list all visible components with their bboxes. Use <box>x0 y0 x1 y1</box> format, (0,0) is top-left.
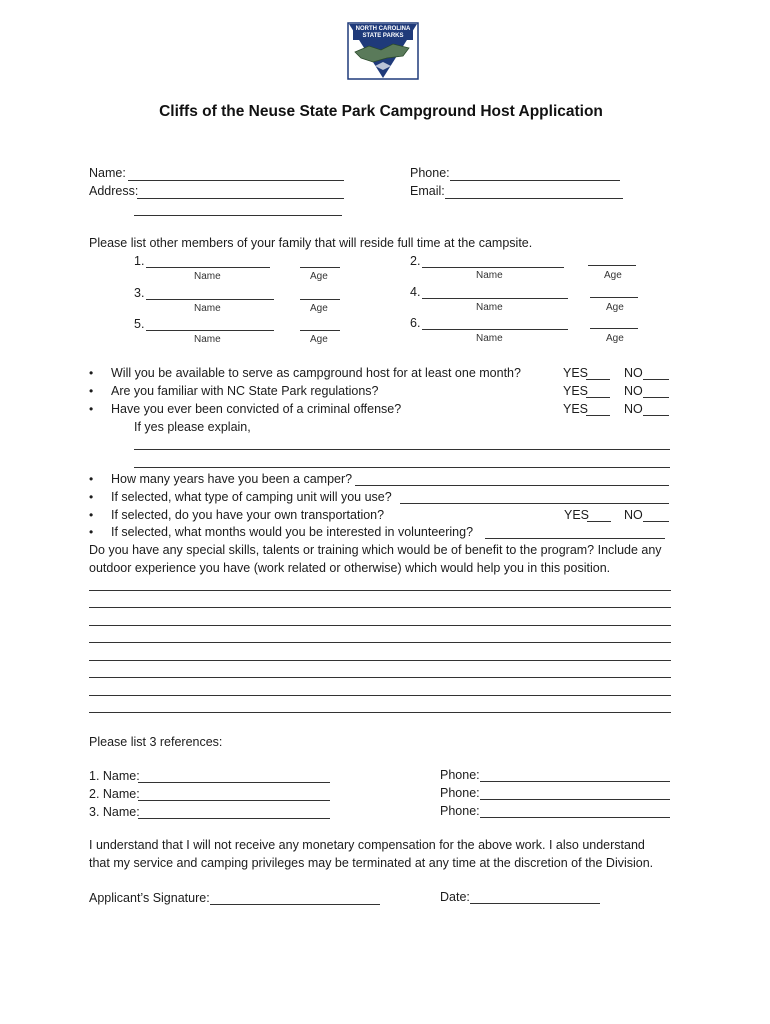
address-field-2[interactable] <box>134 215 342 216</box>
logo-text-line2: STATE PARKS <box>362 33 404 39</box>
reference-name-field-2[interactable] <box>138 800 330 801</box>
bullet-icon: • <box>89 508 94 522</box>
logo-text-line1: NORTH CAROLINA <box>355 26 411 32</box>
yes-field[interactable] <box>587 521 611 522</box>
yes-field[interactable] <box>586 379 610 380</box>
name-caption: Name <box>476 333 503 344</box>
skills-field-1[interactable] <box>89 590 671 591</box>
family-name-field-3[interactable] <box>146 299 274 300</box>
no-label: NO <box>624 402 643 416</box>
skills-field-5[interactable] <box>89 660 671 661</box>
page-title: Cliffs of the Neuse State Park Campground Host Application <box>159 103 603 120</box>
question-regulations: Are you familiar with NC State Park regulations? <box>111 384 379 398</box>
family-prompt: Please list other members of your family that will reside full time at the campsite. <box>89 236 533 250</box>
question-years-camper: How many years have you been a camper? <box>111 472 353 486</box>
age-caption: Age <box>310 271 328 282</box>
reference-phone-label-3: Phone: <box>440 804 480 818</box>
explain-label: If yes please explain, <box>134 420 251 434</box>
name-caption: Name <box>194 271 221 282</box>
address-field[interactable] <box>137 198 344 199</box>
reference-phone-label-2: Phone: <box>440 786 480 800</box>
age-caption: Age <box>310 303 328 314</box>
yes-field[interactable] <box>586 415 610 416</box>
family-age-field-2[interactable] <box>588 265 636 266</box>
skills-question-line1: Do you have any special skills, talents or training which would be of benefit to the program? Include any <box>89 543 662 557</box>
bullet-icon: • <box>89 472 94 486</box>
bullet-icon: • <box>89 384 94 398</box>
yes-label: YES <box>563 384 589 398</box>
no-field[interactable] <box>643 379 669 380</box>
family-age-field-6[interactable] <box>590 328 638 329</box>
skills-field-4[interactable] <box>89 642 671 643</box>
question-criminal: Have you ever been convicted of a criminal offense? <box>111 402 402 416</box>
name-caption: Name <box>194 303 221 314</box>
no-field[interactable] <box>643 521 669 522</box>
family-name-field-6[interactable] <box>422 329 568 330</box>
yes-label: YES <box>563 366 589 380</box>
skills-field-6[interactable] <box>89 677 671 678</box>
bullet-icon: • <box>89 402 94 416</box>
family-number-1: 1. <box>134 254 145 268</box>
question-availability: Will you be available to serve as campground host for at least one month? <box>111 366 521 380</box>
age-caption: Age <box>606 302 624 313</box>
age-caption: Age <box>310 334 328 345</box>
references-prompt: Please list 3 references: <box>89 735 223 749</box>
signature-field[interactable] <box>210 904 380 905</box>
no-field[interactable] <box>643 415 669 416</box>
family-number-3: 3. <box>134 286 145 300</box>
skills-question-line2: outdoor experience you have (work related or otherwise) which would help you in this position. <box>89 561 611 575</box>
family-age-field-3[interactable] <box>300 299 340 300</box>
skills-field-8[interactable] <box>89 712 671 713</box>
no-field[interactable] <box>643 397 669 398</box>
yes-label: YES <box>563 402 589 416</box>
question-months: If selected, what months would you be interested in volunteering? <box>111 525 474 539</box>
question-transportation: If selected, do you have your own transportation? <box>111 508 385 522</box>
reference-phone-field-3[interactable] <box>480 817 670 818</box>
name-caption: Name <box>476 302 503 313</box>
family-age-field-1[interactable] <box>300 267 340 268</box>
phone-field[interactable] <box>450 180 620 181</box>
yes-label: YES <box>564 508 590 522</box>
reference-phone-label-1: Phone: <box>440 768 480 782</box>
bullet-icon: • <box>89 490 94 504</box>
family-age-field-5[interactable] <box>300 330 340 331</box>
age-caption: Age <box>606 333 624 344</box>
family-number-6: 6. <box>410 316 421 330</box>
family-number-4: 4. <box>410 285 421 299</box>
camping-unit-field[interactable] <box>400 503 669 504</box>
reference-name-field-1[interactable] <box>138 782 330 783</box>
family-name-field-2[interactable] <box>422 267 564 268</box>
question-camping-unit: If selected, what type of camping unit will you use? <box>111 490 392 504</box>
reference-name-label-1: 1. Name: <box>89 769 140 783</box>
name-field[interactable] <box>128 180 344 181</box>
family-number-2: 2. <box>410 254 421 268</box>
name-caption: Name <box>194 334 221 345</box>
date-label: Date: <box>440 890 470 904</box>
no-label: NO <box>624 508 643 522</box>
age-caption: Age <box>604 270 622 281</box>
years-camper-field[interactable] <box>355 485 669 486</box>
no-label: NO <box>624 384 643 398</box>
bullet-icon: • <box>89 525 94 539</box>
family-name-field-5[interactable] <box>146 330 274 331</box>
skills-field-7[interactable] <box>89 695 671 696</box>
reference-name-label-2: 2. Name: <box>89 787 140 801</box>
reference-name-field-3[interactable] <box>138 818 330 819</box>
address-label: Address: <box>89 184 139 198</box>
family-number-5: 5. <box>134 317 145 331</box>
family-name-field-4[interactable] <box>422 298 568 299</box>
bullet-icon: • <box>89 366 94 380</box>
statement-line1: I understand that I will not receive any monetary compensation for the above work. I also understand <box>89 838 645 852</box>
months-field[interactable] <box>485 538 665 539</box>
email-field[interactable] <box>445 198 623 199</box>
email-label: Email: <box>410 184 445 198</box>
date-field[interactable] <box>470 903 600 904</box>
reference-phone-field-2[interactable] <box>480 799 670 800</box>
signature-label: Applicant’s Signature: <box>89 891 210 905</box>
family-name-field-1[interactable] <box>146 267 270 268</box>
name-caption: Name <box>476 270 503 281</box>
reference-phone-field-1[interactable] <box>480 781 670 782</box>
skills-field-2[interactable] <box>89 607 671 608</box>
reference-name-label-3: 3. Name: <box>89 805 140 819</box>
name-label: Name: <box>89 166 126 180</box>
explain-field-2[interactable] <box>134 467 670 468</box>
skills-field-3[interactable] <box>89 625 671 626</box>
no-label: NO <box>624 366 643 380</box>
yes-field[interactable] <box>586 397 610 398</box>
statement-line2: that my service and camping privileges may be terminated at any time at the discretion of the Division. <box>89 856 654 870</box>
family-age-field-4[interactable] <box>590 297 638 298</box>
phone-label: Phone: <box>410 166 450 180</box>
explain-field-1[interactable] <box>134 449 670 450</box>
